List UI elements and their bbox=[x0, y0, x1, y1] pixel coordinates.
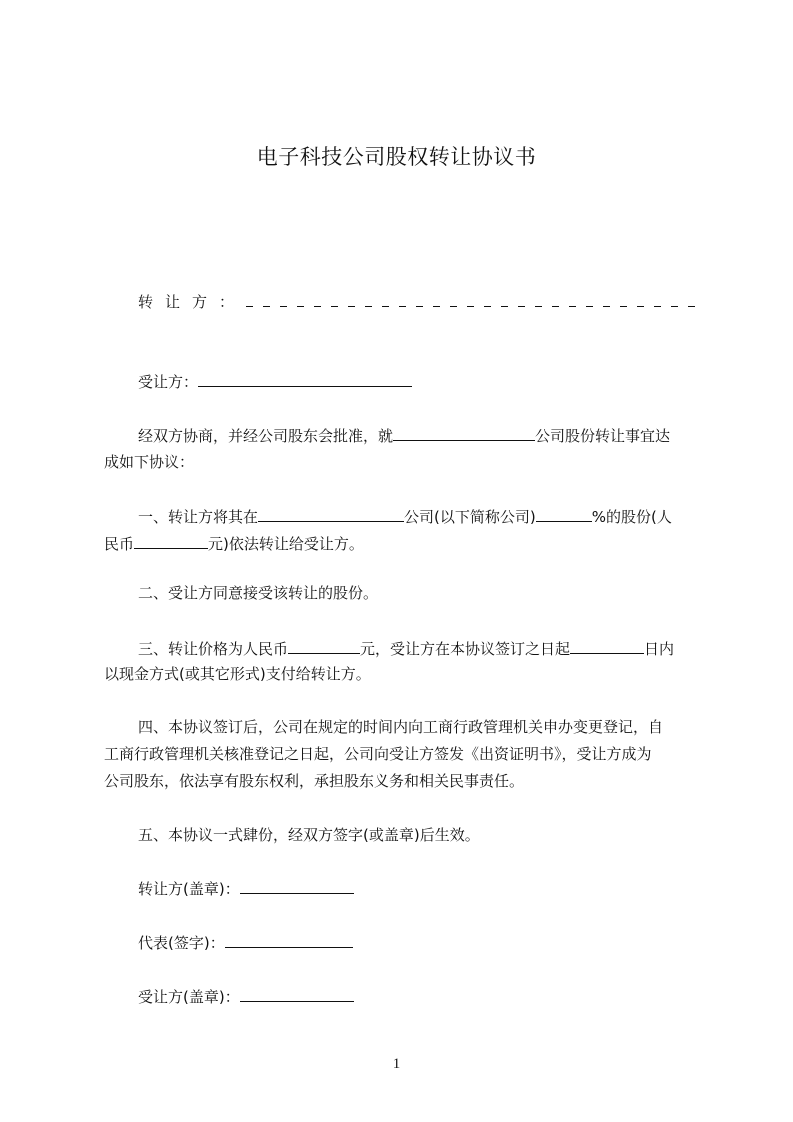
signature-representative-label: 代表(签字)： bbox=[138, 934, 225, 952]
clause3-price-blank[interactable] bbox=[288, 638, 360, 654]
clause1-line-1 bbox=[138, 506, 672, 527]
company-name-blank[interactable] bbox=[393, 425, 535, 441]
document-title: 电子科技公司股权转让协议书 bbox=[256, 145, 537, 169]
clause1-line-2 bbox=[104, 533, 364, 554]
clause4-line-1: 四、本协议签订后，公司在规定的时间内向工商行政管理机关申办变更登记，自 bbox=[138, 718, 664, 736]
clause1-text-a: 一、转让方将其在 bbox=[138, 508, 259, 526]
signature-transferor-blank[interactable] bbox=[240, 878, 354, 894]
transferee-line bbox=[138, 371, 412, 392]
clause1-percent-blank[interactable] bbox=[536, 506, 592, 522]
clause3-text-a: 三、转让价格为人民币 bbox=[138, 640, 289, 658]
signature-representative-line bbox=[138, 932, 353, 953]
signature-representative-blank[interactable] bbox=[225, 932, 353, 948]
clause5: 五、本协议一式肆份，经双方签字(或盖章)后生效。 bbox=[138, 826, 480, 844]
clause3-text-b: 元，受让方在本协议签订之日起 bbox=[360, 640, 571, 658]
page-number: 1 bbox=[392, 1056, 401, 1072]
intro-line-2: 成如下协议： bbox=[104, 453, 195, 471]
transferor-label: 转让方： bbox=[138, 293, 247, 311]
signature-transferor-label: 转让方(盖章)： bbox=[138, 880, 240, 898]
transferee-blank[interactable] bbox=[198, 371, 412, 387]
clause1-amount-blank[interactable] bbox=[134, 533, 208, 549]
clause1-text-b: 公司(以下简称公司) bbox=[404, 508, 536, 526]
clause2: 二、受让方同意接受该转让的股份。 bbox=[138, 584, 379, 602]
clause1-company-blank[interactable] bbox=[258, 506, 404, 522]
clause3-line-2: 以现金方式(或其它形式)支付给转让方。 bbox=[104, 665, 371, 683]
transferor-blank[interactable] bbox=[246, 295, 704, 307]
signature-transferor-line bbox=[138, 878, 354, 899]
transferor-line bbox=[138, 292, 704, 312]
clause3-days-blank[interactable] bbox=[570, 638, 644, 654]
clause1-text-c: %的股份(人 bbox=[591, 508, 672, 526]
intro-text-b: 公司股份转让事宜达 bbox=[535, 427, 671, 445]
clause4-line-3: 公司股东，依法享有股东权利，承担股东义务和相关民事责任。 bbox=[104, 772, 525, 790]
signature-transferee-line bbox=[138, 986, 354, 1007]
signature-transferee-blank[interactable] bbox=[240, 986, 354, 1002]
signature-transferee-label: 受让方(盖章)： bbox=[138, 988, 240, 1006]
clause3-text-c: 日内 bbox=[644, 640, 675, 658]
clause1-text-d: 民币 bbox=[104, 535, 135, 553]
clause3-line-1 bbox=[138, 638, 674, 659]
intro-line-1 bbox=[138, 425, 670, 446]
intro-text-a: 经双方协商，并经公司股东会批准，就 bbox=[138, 427, 394, 445]
transferee-label: 受让方： bbox=[138, 373, 199, 391]
clause1-text-e: 元)依法转让给受让方。 bbox=[208, 535, 364, 553]
clause4-line-2: 工商行政管理机关核准登记之日起，公司向受让方签发《出资证明书》，受让方成为 bbox=[104, 745, 652, 763]
